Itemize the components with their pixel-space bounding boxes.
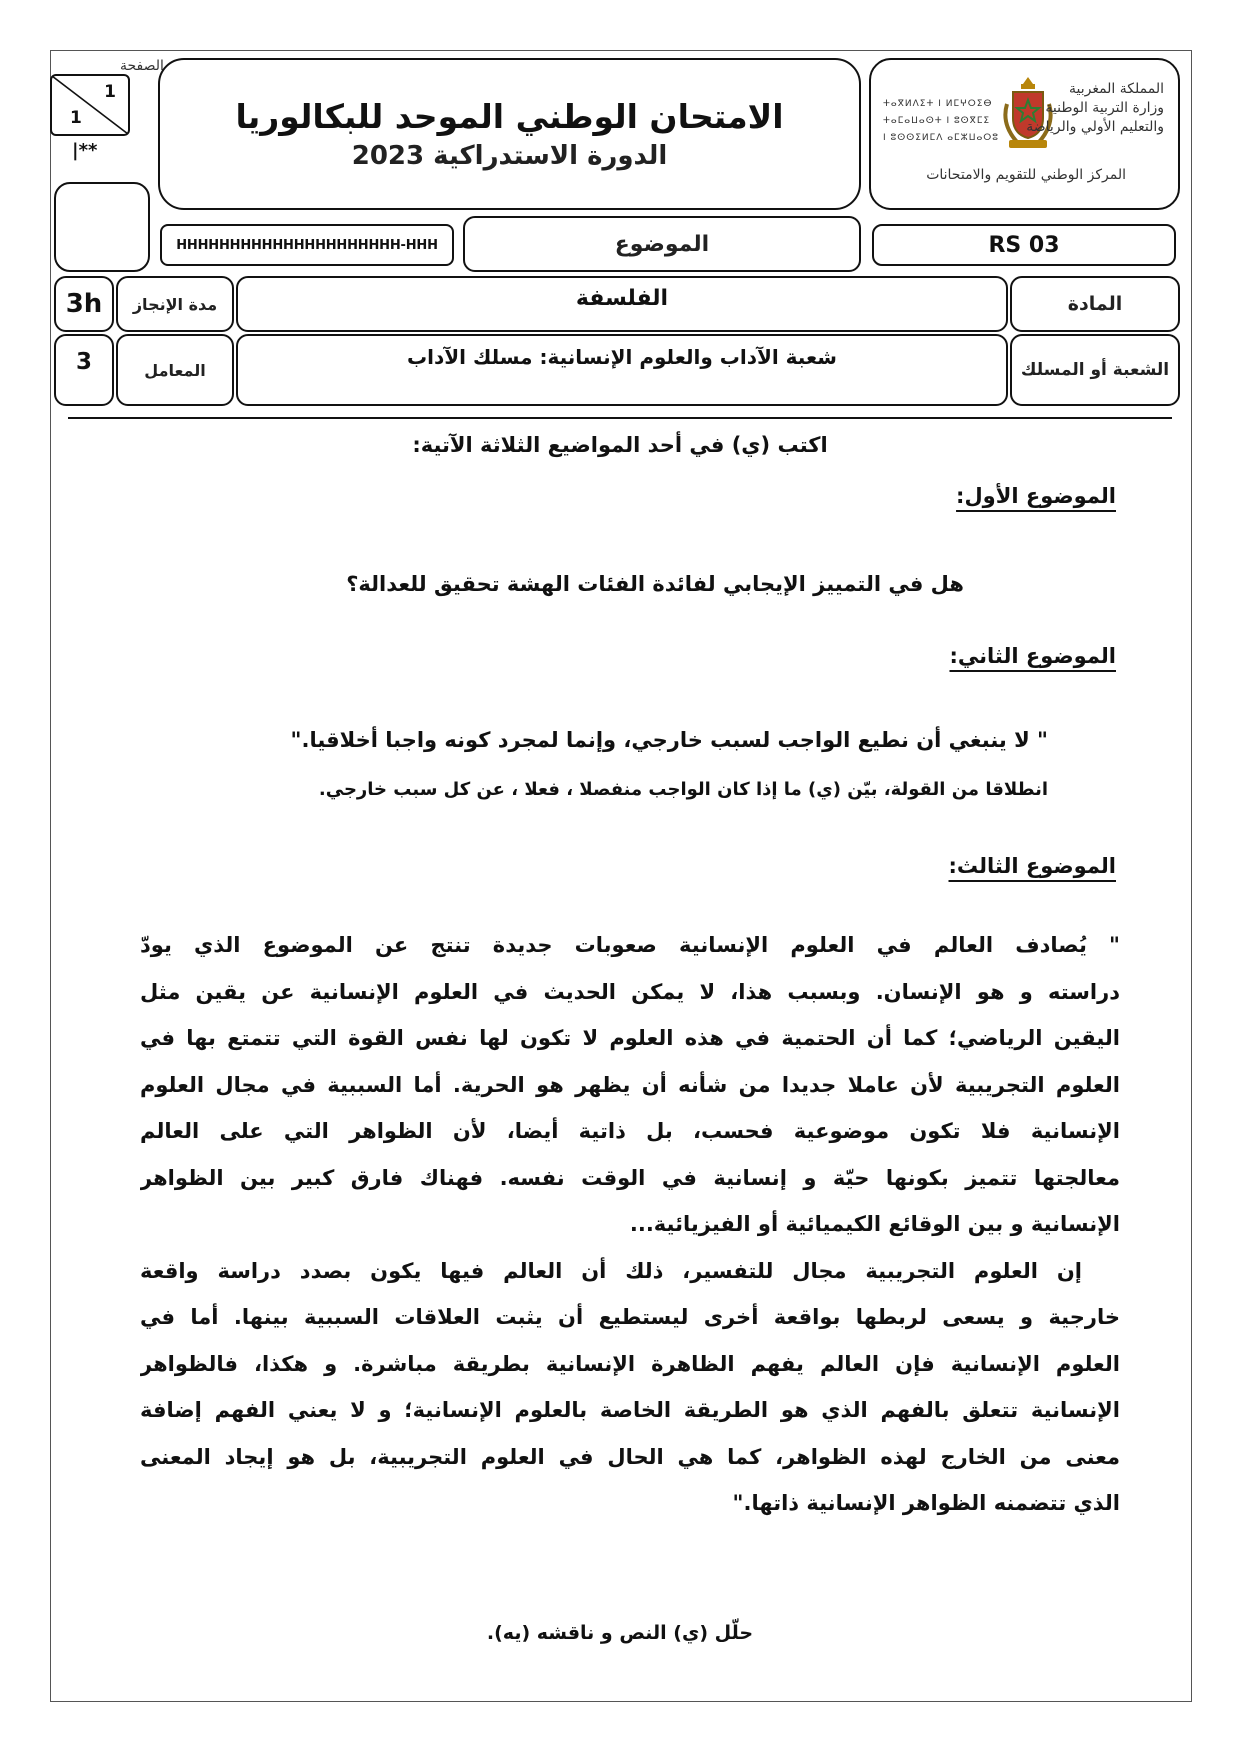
subject-label-box bbox=[463, 216, 861, 272]
header-divider bbox=[68, 417, 1172, 419]
subject-label: الموضوع bbox=[614, 231, 710, 257]
exam-session: الدورة الاستدراكية 2023 bbox=[351, 140, 668, 171]
duration-value: 3h bbox=[65, 289, 103, 319]
text-line: اليقين الرياضي؛ كما أن الحتمية في هذه العلوم لا تكون لها نفس القوة التي تتمتع بها في bbox=[140, 1026, 1120, 1050]
duration-label: مدة الإنجاز bbox=[132, 294, 218, 314]
topic1-heading: الموضوع الأول: bbox=[956, 484, 1116, 508]
barcode-box bbox=[160, 224, 454, 266]
coef-value-box bbox=[54, 334, 114, 406]
text-line: العلوم الإنسانية فإن العالم يفهم الظاهرة الإنسانية بطريقة مباشرة. و هكذا، فالظواهر bbox=[140, 1351, 1120, 1376]
page-number-frame bbox=[50, 74, 130, 136]
subject-name: الفلسفة bbox=[575, 286, 669, 311]
ministry-line: وزارة التربية الوطنية bbox=[1045, 99, 1164, 116]
duration-label-box bbox=[116, 276, 234, 332]
topic2-task: انطلاقا من القولة، بيّن (ي) ما إذا كان الواجب منفصلا ، فعلا ، عن كل سبب خارجي. bbox=[318, 779, 1048, 800]
ministry-line: والتعليم الأولي والرياضة bbox=[1026, 118, 1164, 135]
ministry-box bbox=[869, 58, 1180, 210]
text-line: دراسته و هو الإنسان. وبسبب هذا، لا يمكن الحديث في العلوم الإنسانية عن يقين مثل bbox=[140, 979, 1120, 1004]
tifinagh-text bbox=[883, 96, 999, 147]
exam-code: RS 03 bbox=[988, 232, 1060, 258]
subject-name-box bbox=[236, 276, 1008, 332]
text-line: الإنسانية فلا تكون موضوعية فحسب، بل ذاتية أيضا، لأن الظواهر التي على العالم bbox=[140, 1119, 1120, 1143]
topic3-task: حلّل (ي) النص و ناقشه (يه). bbox=[486, 1622, 754, 1644]
text-line: معالجتها تتميز بكونها حيّة و إنسانية في الوقت نفسه. فهناك فارق كبير بين الظواهر bbox=[140, 1165, 1120, 1190]
page-current: 1 bbox=[104, 82, 116, 102]
text-line: خارجية و يسعى لربطها بواقعة أخرى ليستطيع أن يثبت العلاقات السببية بينها. أما في bbox=[140, 1305, 1120, 1329]
text-line: " يُصادف العالم في العلوم الإنسانية صعوبات جديدة تنتج عن الموضوع الذي يودّ bbox=[140, 933, 1120, 957]
matiere-label: المادة bbox=[1067, 293, 1123, 315]
topic2-heading: الموضوع الثاني: bbox=[949, 644, 1116, 668]
tifinagh-line: ⵏ ⵓⵙⵙⵉⵍⵎⴷ ⴰⵎⵣⵡⴰⵔⵓ bbox=[883, 133, 999, 144]
barcode-text: HHHHHHHHHHHHHHHHHHHHH-HHH bbox=[176, 237, 438, 253]
ministry-line: المملكة المغربية bbox=[1068, 81, 1164, 97]
tifinagh-line: ⵜⴰⴳⵍⴷⵉⵜ ⵏ ⵍⵎⵖⵔⵉⴱ bbox=[883, 99, 993, 109]
topic2-quote: " لا ينبغي أن نطيع الواجب لسبب خارجي، وإنما لمجرد كونه واجبا أخلاقيا." bbox=[290, 728, 1048, 752]
duration-value-box bbox=[54, 276, 114, 332]
branch-name: شعبة الآداب والعلوم الإنسانية: مسلك الآداب bbox=[407, 345, 837, 369]
topic3-text bbox=[140, 922, 1120, 1527]
page-number-box bbox=[50, 58, 164, 161]
text-line: معنى من الخارج لهذه الظواهر، كما هي الحال في العلوم التجريبية، بل هو إيجاد المعنى bbox=[140, 1444, 1120, 1469]
branch-label-box bbox=[1010, 334, 1180, 406]
branch-label: الشعبة أو المسلك bbox=[1020, 360, 1170, 380]
blank-code-box bbox=[54, 182, 150, 272]
exam-title: الامتحان الوطني الموحد للبكالوريا bbox=[235, 97, 784, 137]
page-mark: |** bbox=[72, 140, 98, 161]
topic1-question: هل في التمييز الإيجابي لفائدة الفئات الهشة تحقيق للعدالة؟ bbox=[346, 572, 964, 596]
text-line: العلوم التجريبية لأن عاملا جديدا من شأنه أن يظهر هو الحرية. أما السببية في مجال العلوم bbox=[140, 1072, 1120, 1097]
exam-code-box bbox=[872, 224, 1176, 266]
branch-box bbox=[236, 334, 1008, 406]
matiere-label-box bbox=[1010, 276, 1180, 332]
text-line: الإنسانية تتعلق بالفهم الذي هو الطريقة الخاصة بالعلوم الإنسانية؛ و لا يعني الفهم إضافة bbox=[140, 1398, 1120, 1422]
ministry-text bbox=[1026, 80, 1164, 137]
coef-value: 3 bbox=[75, 349, 92, 375]
tifinagh-line: ⵜⴰⵎⴰⵡⴰⵙⵜ ⵏ ⵓⵙⴳⵎⵉ bbox=[883, 116, 991, 127]
text-line: الذي تتضمنه الظواهر الإنسانية ذاتها." bbox=[732, 1491, 1120, 1515]
center-name: المركز الوطني للتقويم والامتحانات bbox=[926, 167, 1126, 183]
coef-label: المعامل bbox=[144, 360, 206, 380]
topic3-heading: الموضوع الثالث: bbox=[948, 854, 1116, 878]
coef-label-box bbox=[116, 334, 234, 406]
page-total: 1 bbox=[70, 108, 82, 128]
exam-title-box bbox=[158, 58, 861, 210]
text-line: الإنسانية و بين الوقائع الكيميائية أو الفيزيائية... bbox=[629, 1212, 1120, 1236]
page-label: الصفحة bbox=[120, 58, 164, 74]
text-line: إن العلوم التجريبية مجال للتفسير، ذلك أن العالم فيها يكون بصدد دراسة واقعة bbox=[140, 1258, 1082, 1283]
diagonal-divider bbox=[52, 76, 128, 134]
instruction: اكتب (ي) في أحد المواضيع الثلاثة الآتية: bbox=[412, 433, 828, 457]
